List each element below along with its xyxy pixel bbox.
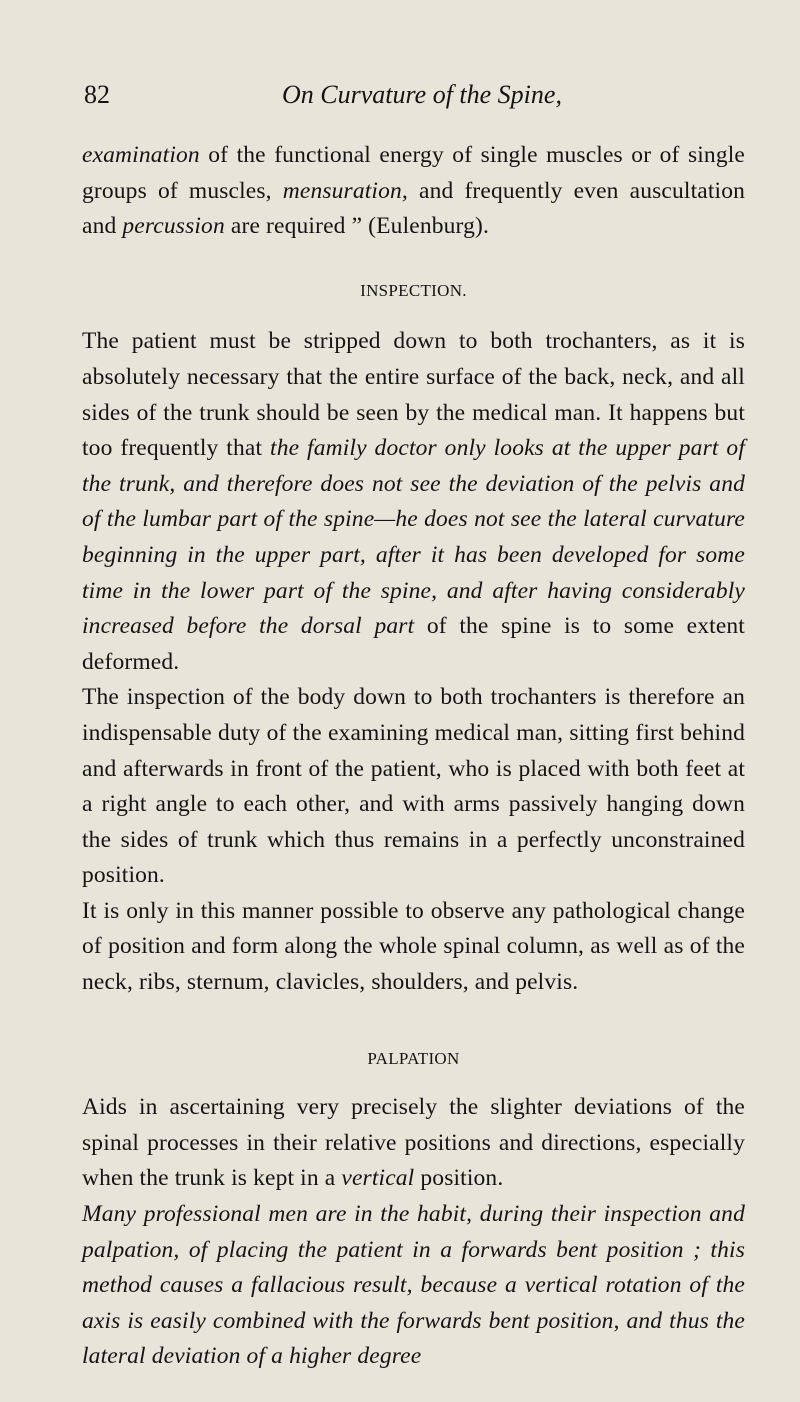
palpation-emphasis-2: Many professional men are in the habit, during their inspection and palpation, of placing the patient in a forwards bent position ; this method causes a fallacious result, because a vertical rotation of the axis is easily combined with the forwards bent position, and thus the lateral deviation of a higher degree <box>82 1201 745 1370</box>
intro-emphasis-2: mensuration, <box>282 177 408 204</box>
inspection-text-1: The patient must be stripped down to both trochanters, as it is absolutely necessary that the entire surface of the back, neck, and all sides of the trunk should be seen by the medical man. It happens but too frequently that <box>82 328 745 462</box>
intro-text-1: of the functional energy of single muscles or of single groups of muscles, <box>82 142 745 204</box>
palpation-text-1: Aids in ascertaining very precisely the slighter deviations of the spinal processes in their relative positions and directions, especially when the trunk is kept in a <box>82 1094 745 1192</box>
intro-emphasis-3: percussion <box>122 213 225 240</box>
inspection-emphasis-1: the family doctor only looks at the upper part of the trunk, and therefore does not see the deviation of the pelvis and of the lumbar part of the spine—he does not see the lateral curvature beginning in the upper part, after it has been developed for some time in the lower part of the spine, and after having considerably increased before the dorsal part <box>82 435 746 640</box>
palpation-paragraph-1 <box>82 1090 745 1197</box>
inspection-paragraph-2: The inspection of the body down to both trochanters is therefore an indispensable duty of the examining medical man, sitting first behind and afterwards in front of the patient, who is placed with both feet at a right angle to each other, and with arms passively hanging down the sides of trunk which thus remains in a perfectly unconstrained position. <box>82 684 745 889</box>
inspection-heading: INSPECTION. <box>360 280 467 300</box>
body-text <box>82 138 745 1375</box>
palpation-heading: PALPATION <box>367 1048 460 1068</box>
inspection-paragraph-3: It is only in this manner possible to observe any pathological change of position and form along the whole spinal column, as well as of the neck, ribs, sternum, clavicles, shoulders, and pelvis. <box>82 897 745 996</box>
page-number: 82 <box>84 80 110 109</box>
inspection-text-2: of the spine is to some extent deformed. <box>82 613 745 675</box>
palpation-emphasis-1: vertical <box>341 1165 415 1192</box>
running-head <box>82 80 745 120</box>
palpation-text-2: position. <box>414 1165 504 1192</box>
intro-paragraph <box>82 138 745 245</box>
palpation-paragraph-2 <box>82 1197 745 1375</box>
intro-text-3: are required ” (Eulenburg). <box>224 213 489 240</box>
intro-text-2: and frequently even auscultation and <box>82 177 745 240</box>
inspection-paragraph-1 <box>82 324 745 680</box>
running-title: On Curvature of the Spine, <box>282 80 562 109</box>
intro-emphasis-1: examination <box>82 142 200 168</box>
